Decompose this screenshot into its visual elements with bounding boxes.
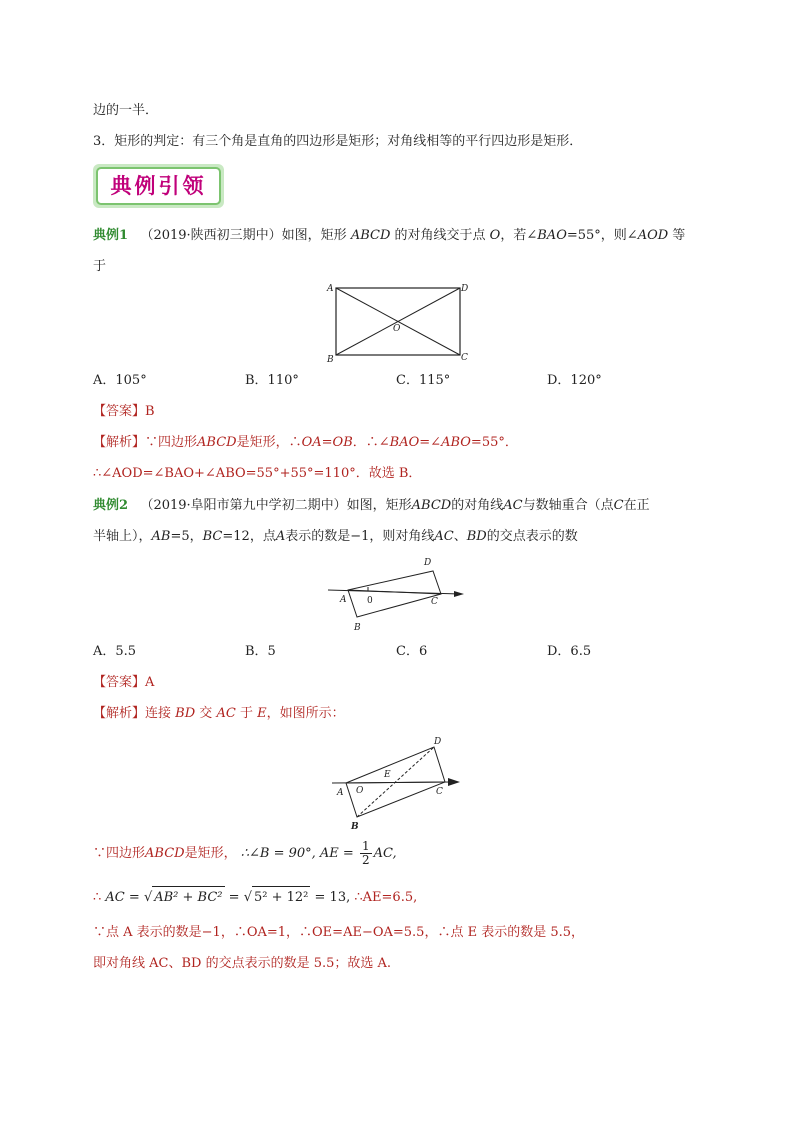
ex2-step1-frac-num: 1 [361, 839, 370, 853]
ex2-analysis-text-2: 交 [199, 706, 213, 721]
ex2-sol-label-a: A [337, 788, 344, 798]
ex2-step-2: ∴ AC = √ AB² + BC² = √ 5² + 12² = 13, ∴AE=6.5, [93, 886, 417, 909]
ex1-text-4: 等 [672, 228, 686, 243]
ex2-ac-2: AC [434, 529, 454, 544]
ex1-fig-label-c: C [461, 353, 468, 363]
ex2-step1-tail: AC, [373, 846, 397, 861]
ex1-text-2: ，若∠ [500, 228, 538, 243]
ex1-source: （2019·陕西初三期中）如图，矩形 [140, 228, 347, 243]
ex2-tag: 典例2 [93, 498, 129, 513]
ex1-o: O [489, 228, 501, 243]
ex2-step1-math: ∴∠B = 90°, AE = [240, 846, 354, 861]
ex2-sol-label-d: D [434, 737, 442, 747]
ex2-bd: BD [466, 529, 487, 544]
ex2-text-3: 与数轴重合（点 [522, 498, 614, 513]
ex2-question-line-2 [93, 528, 578, 546]
ex2-step2-tail: ∴AE=6.5, [354, 890, 418, 905]
ex2-option-a: A．5.5 [93, 644, 137, 659]
ex2-ab: AB [151, 529, 171, 544]
ex1-analysis-text-2: 是矩形，∴ [236, 435, 302, 450]
ex2-analysis-text-3: 于 [239, 706, 253, 721]
ex2-text-5: 半轴上）， [93, 529, 152, 544]
ex2-step1-abcd: ABCD [145, 846, 185, 861]
ex2-answer-value: A [145, 675, 155, 690]
ex2-step2-result: = 13, [314, 890, 351, 905]
ex1-fig-label-d: D [461, 284, 469, 294]
ex1-fig-label-o: O [393, 324, 401, 334]
ex2-fig-label-a: A [340, 595, 347, 605]
ex1-rectangle-figure [324, 282, 474, 365]
ex2-option-c: C．6 [396, 644, 428, 659]
ex2-text-6: =5， [170, 529, 203, 544]
ex2-abcd: ABCD [411, 498, 452, 513]
ex2-step2-text-1: ∴ [93, 890, 102, 905]
ex2-step-3: ∵点 A 表示的数是−1，∴OA=1，∴OE=AE−OA=5.5，∴点 E 表示的数是 5.5， [93, 925, 585, 940]
ex2-sol-label-o: O [356, 786, 364, 796]
ex1-question-line-2: 于 [93, 259, 107, 274]
ex1-text-1: 的对角线交于点 [394, 228, 486, 243]
ex2-solution-figure [324, 733, 474, 833]
ex1-tag: 典例1 [93, 228, 129, 243]
ex2-step2-sqrt-2: 5² + 12² [252, 886, 310, 909]
ex2-text-10: 的交点表示的数 [486, 529, 578, 544]
ex1-option-d: D．120° [547, 373, 602, 388]
ex2-step-1 [93, 840, 397, 868]
ex1-analysis-bao: BAO [389, 435, 420, 450]
ex2-step1-fraction [360, 840, 372, 867]
ex1-analysis-line-1 [93, 434, 518, 452]
ex1-bao: BAO [537, 228, 567, 243]
ex2-analysis-line-1 [93, 705, 345, 723]
ex1-analysis-line-2: ∴∠AOD=∠BAO+∠ABO=55°+55°=110°．故选 B． [93, 466, 422, 481]
ex2-answer [93, 674, 154, 692]
ex2-step2-eq: = [228, 890, 240, 905]
banner-title: 典例引领 [110, 174, 207, 198]
ex2-fig-label-d: D [424, 558, 432, 568]
ex1-aod: AOD [637, 228, 669, 243]
ex2-numberline-figure [324, 555, 474, 635]
ex2-answer-label: 【答案】 [93, 675, 146, 690]
ex2-c: C [613, 498, 624, 513]
ex1-answer-value: B [145, 404, 155, 419]
ex1-text-3: =55°，则∠ [566, 228, 638, 243]
ex1-analysis-text-5: =55°． [470, 435, 518, 450]
ex2-fig-label-b: B [354, 623, 361, 633]
ex2-analysis-ac: AC [216, 706, 236, 721]
ex2-question-line-1 [93, 497, 650, 515]
ex2-text-1: （2019·阜阳市第九中学初二期中）如图，矩形 [140, 498, 412, 513]
ex2-a: A [275, 529, 286, 544]
ex2-step2-sqrt-1: AB² + BC² [152, 886, 224, 909]
ex2-fig-label-zero: 0 [367, 596, 373, 606]
ex1-option-a: A．105° [93, 373, 147, 388]
ex2-analysis-bd: BD [175, 706, 196, 721]
ex1-question-line-1 [93, 227, 685, 245]
ex1-answer-label: 【答案】 [93, 404, 146, 419]
intro-line-1: 边的一半． [93, 103, 159, 118]
ex2-step1-text-2: 是矩形， [184, 846, 237, 861]
ex2-analysis-e: E [257, 706, 267, 721]
ex2-sol-label-c: C [436, 787, 443, 797]
ex2-sol-label-b: B [351, 822, 359, 832]
ex2-text-7: =12，点 [222, 529, 276, 544]
ex2-text-8: 表示的数是−1，则对角线 [285, 529, 435, 544]
ex2-step2-ac: AC = [105, 890, 140, 905]
ex2-analysis-label: 【解析】 [93, 706, 146, 721]
ex2-option-b: B．5 [245, 644, 276, 659]
ex1-analysis-oa-ob: OA=OB [301, 435, 353, 450]
ex2-step-4: 即对角线 AC、BD 的交点表示的数是 5.5；故选 A. [93, 956, 392, 971]
ex2-text-9: 、 [453, 529, 467, 544]
ex1-fig-label-a: A [327, 284, 334, 294]
ex1-fig-label-b: B [327, 355, 334, 365]
ex1-analysis-abo: ABO [441, 435, 471, 450]
ex1-analysis-text-1: ∵四边形 [145, 435, 198, 450]
ex2-fig-label-c: C [431, 597, 438, 607]
ex1-analysis-text-3: ．∴∠ [352, 435, 390, 450]
ex2-analysis-text-4: ，如图所示： [266, 706, 345, 721]
ex2-step1-frac-den: 2 [361, 853, 370, 867]
ex1-answer [93, 403, 155, 421]
ex2-bc: BC [202, 529, 223, 544]
ex2-text-4: 在正 [623, 498, 650, 513]
ex2-ac: AC [503, 498, 523, 513]
ex1-analysis-abcd: ABCD [197, 435, 237, 450]
ex2-text-2: 的对角线 [451, 498, 504, 513]
ex1-analysis-text-4: =∠ [419, 435, 442, 450]
ex2-option-d: D．6.5 [547, 644, 592, 659]
ex2-sol-label-e: E [384, 770, 391, 780]
intro-line-2: 3．矩形的判定：有三个角是直角的四边形是矩形；对角线相等的平行四边形是矩形． [93, 134, 583, 149]
ex2-analysis-text-1: 连接 [145, 706, 172, 721]
section-banner [93, 164, 224, 208]
ex1-option-b: B．110° [245, 373, 299, 388]
ex2-step1-text-1: ∵四边形 [93, 846, 146, 861]
ex1-analysis-label: 【解析】 [93, 435, 146, 450]
ex1-abcd: ABCD [350, 228, 391, 243]
ex1-option-c: C．115° [396, 373, 451, 388]
